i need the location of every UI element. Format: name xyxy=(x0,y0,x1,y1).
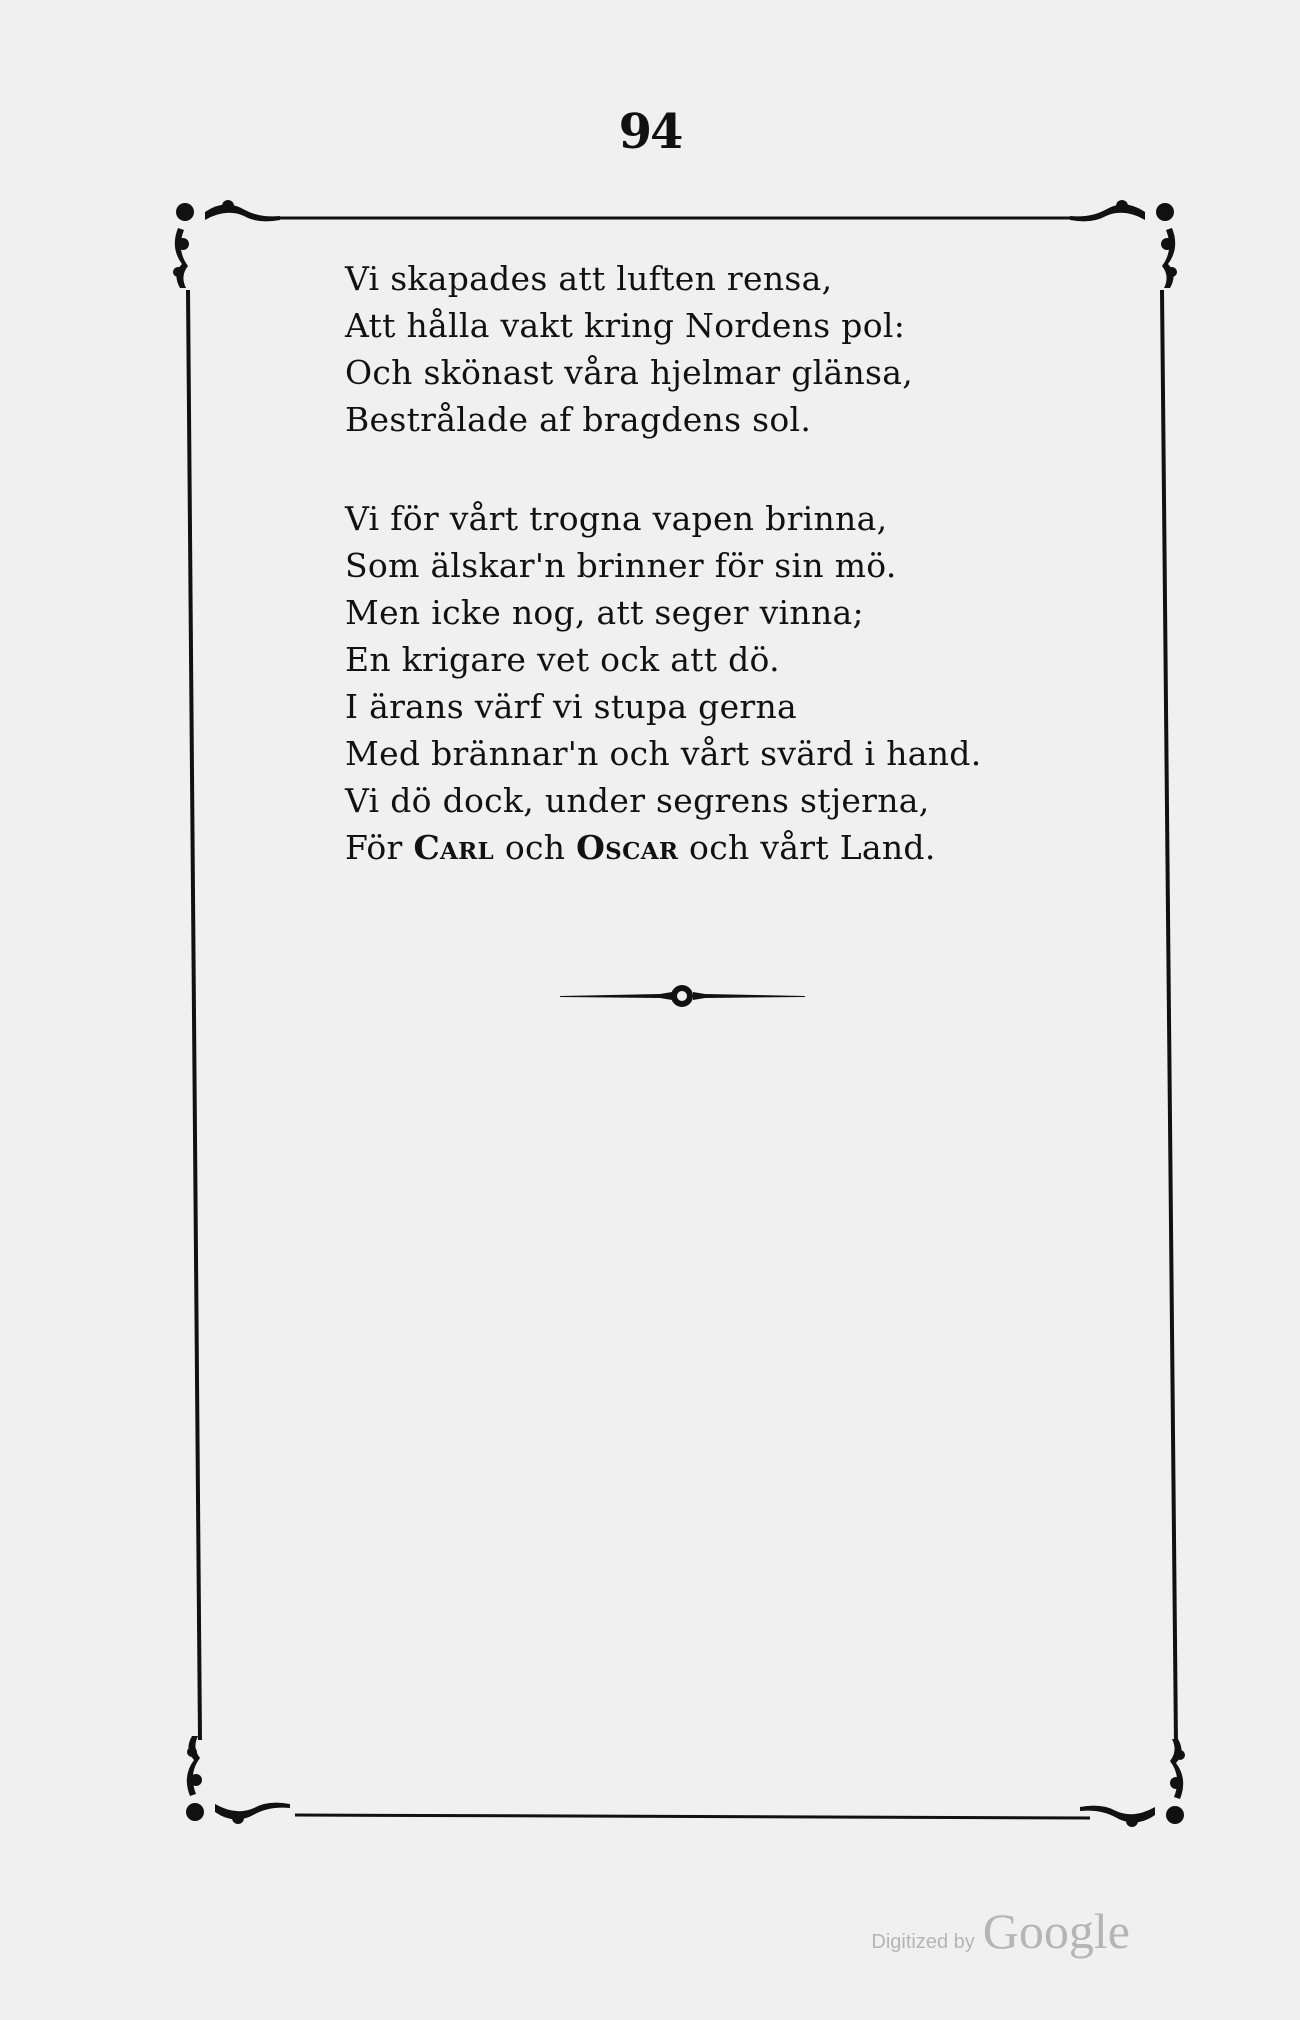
poem-line: Att hålla vakt kring Nordens pol: xyxy=(345,306,906,345)
border-left-line xyxy=(188,290,200,1740)
poem-line: I ärans värf vi stupa gerna xyxy=(345,687,798,726)
poem-line: Och skönast våra hjelmar glänsa, xyxy=(345,353,914,392)
border-right-line xyxy=(1162,290,1176,1745)
stanza-1 xyxy=(345,255,1065,443)
poem-line: Som älskar'n brinner för sin mö. xyxy=(345,546,897,585)
stanza-2 xyxy=(345,495,1065,871)
page-number: 94 xyxy=(618,104,682,160)
corner-ornament-top-right xyxy=(1070,200,1177,288)
digitized-by-google-watermark xyxy=(871,1902,1130,1960)
final-line-start: För xyxy=(345,828,414,867)
google-logo: Google xyxy=(982,1903,1130,1959)
name-oscar: Oscar xyxy=(576,828,679,867)
poem xyxy=(345,255,1065,923)
name-carl: Carl xyxy=(413,828,495,867)
ornamental-divider xyxy=(560,985,805,1007)
poem-line: En krigare vet ock att dö. xyxy=(345,640,780,679)
corner-ornament-bottom-left xyxy=(186,1736,290,1824)
poem-final-line xyxy=(345,824,1065,871)
final-line-middle: och xyxy=(494,828,577,867)
poem-line: Vi skapades att luften rensa, xyxy=(345,259,833,298)
poem-line: Vi dö dock, under segrens stjerna, xyxy=(345,781,930,820)
corner-ornament-bottom-right xyxy=(1080,1739,1185,1827)
final-line-end: och vårt Land. xyxy=(678,828,936,867)
poem-line: Vi för vårt trogna vapen brinna, xyxy=(345,499,888,538)
corner-ornament-top-left xyxy=(173,200,280,288)
poem-line: Men icke nog, att seger vinna; xyxy=(345,593,864,632)
watermark-prefix: Digitized by xyxy=(871,1931,975,1953)
poem-line: Bestrålade af bragdens sol. xyxy=(345,400,812,439)
border-bottom-line xyxy=(295,1815,1090,1818)
poem-line: Med brännar'n och vårt svärd i hand. xyxy=(345,734,982,773)
